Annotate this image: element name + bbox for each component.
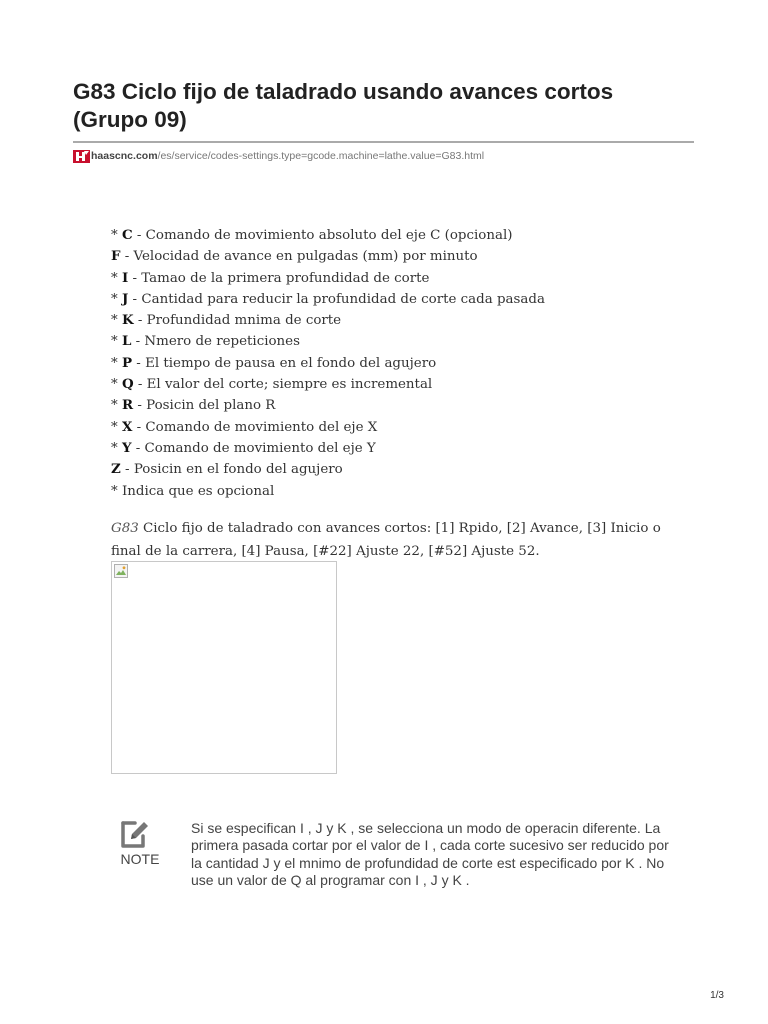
parameter-description: - Posicin en el fondo del agujero: [120, 462, 343, 478]
list-item: [111, 459, 671, 480]
figure-image: [111, 561, 337, 774]
list-item: * J - Cantidad para reducir la profundidad de corte cada pasada: [111, 290, 545, 307]
page-indicator: 1/3: [710, 990, 724, 1001]
parameter-description: Indica que es opcional: [121, 483, 275, 499]
list-item: * X - Comando de movimiento del eje X: [111, 418, 378, 435]
note-label: NOTE: [120, 851, 160, 867]
parameter-key: R: [121, 397, 134, 414]
broken-image-icon: [114, 564, 128, 578]
parameter-description: - Profundidad mnima de corte: [133, 313, 342, 329]
parameter-description: - Comando de movimiento del eje X: [132, 419, 378, 435]
source-path[interactable]: /es/service/codes-settings.type=gcode.machine=lathe.value=G83.html: [157, 150, 485, 162]
parameter-key: L: [121, 333, 132, 350]
source-url[interactable]: [73, 149, 484, 163]
parameter-description: - El tiempo de pausa en el fondo del agujero: [132, 355, 437, 371]
caption-text: Ciclo fijo de taladrado con avances cortos: [1] Rpido, [2] Avance, [3] Inicio o final de la carrera, [4] Pausa, [#22] Ajuste 22, [#52] Ajuste 52.: [111, 521, 661, 559]
edit-note-icon: [119, 818, 153, 850]
parameter-key: X: [121, 418, 133, 435]
parameter-key: F: [111, 248, 121, 265]
parameter-key: Q: [121, 376, 134, 393]
page-title: G83 Ciclo fijo de taladrado usando avances cortos (Grupo 09): [73, 79, 614, 132]
parameter-key: Y: [121, 439, 132, 456]
list-item: * K - Profundidad mnima de corte: [111, 312, 342, 329]
list-item: * Q - El valor del corte; siempre es incremental: [111, 376, 433, 393]
caption-code: G83: [111, 521, 139, 536]
parameter-key: Z: [111, 461, 121, 478]
note-icon: [116, 818, 164, 870]
parameter-description: - Tamao de la primera profundidad de corte: [128, 270, 430, 286]
list-item: * Y - Comando de movimiento del eje Y: [111, 439, 376, 456]
parameter-list: [111, 225, 671, 502]
list-item: * R - Posicin del plano R: [111, 397, 276, 414]
parameter-description: - Velocidad de avance en pulgadas (mm) por minuto: [120, 249, 478, 265]
list-item: * L - Nmero de repeticiones: [111, 333, 300, 350]
parameter-description: - Posicin del plano R: [133, 398, 276, 414]
parameter-description: - Comando de movimiento absoluto del eje C (opcional): [132, 228, 513, 243]
parameter-key: J: [121, 290, 129, 307]
list-item: * I - Tamao de la primera profundidad de corte: [111, 269, 430, 286]
parameter-key: I: [121, 269, 129, 286]
haas-logo-icon: [73, 150, 90, 163]
parameter-description: - Cantidad para reducir la profundidad de corte cada pasada: [128, 291, 545, 307]
parameter-key: C: [121, 227, 133, 243]
list-item: * C - Comando de movimiento absoluto del eje C (opcional): [111, 227, 513, 243]
parameter-key: P: [121, 354, 133, 371]
parameter-description: - El valor del corte; siempre es incremental: [133, 377, 433, 393]
source-domain[interactable]: haascnc.com: [91, 150, 158, 162]
list-item: * Indica que es opcional: [111, 483, 275, 499]
figure-caption: [111, 517, 671, 563]
parameter-key: K: [121, 312, 134, 329]
list-item: [111, 246, 671, 267]
title-divider: [73, 141, 694, 143]
parameter-description: - Comando de movimiento del eje Y: [131, 440, 376, 456]
list-item: * P - El tiempo de pausa en el fondo del agujero: [111, 354, 437, 371]
parameter-description: - Nmero de repeticiones: [131, 334, 300, 350]
note-text: Si se especifican I , J y K , se selecciona un modo de operacin diferente. La primera pasada cortar por el valor de I , cada corte sucesivo ser reducido por la cantidad J y el mnimo de profundidad de corte est especificado por K . No use un valor de Q al programar con I , J y K .: [191, 820, 669, 888]
